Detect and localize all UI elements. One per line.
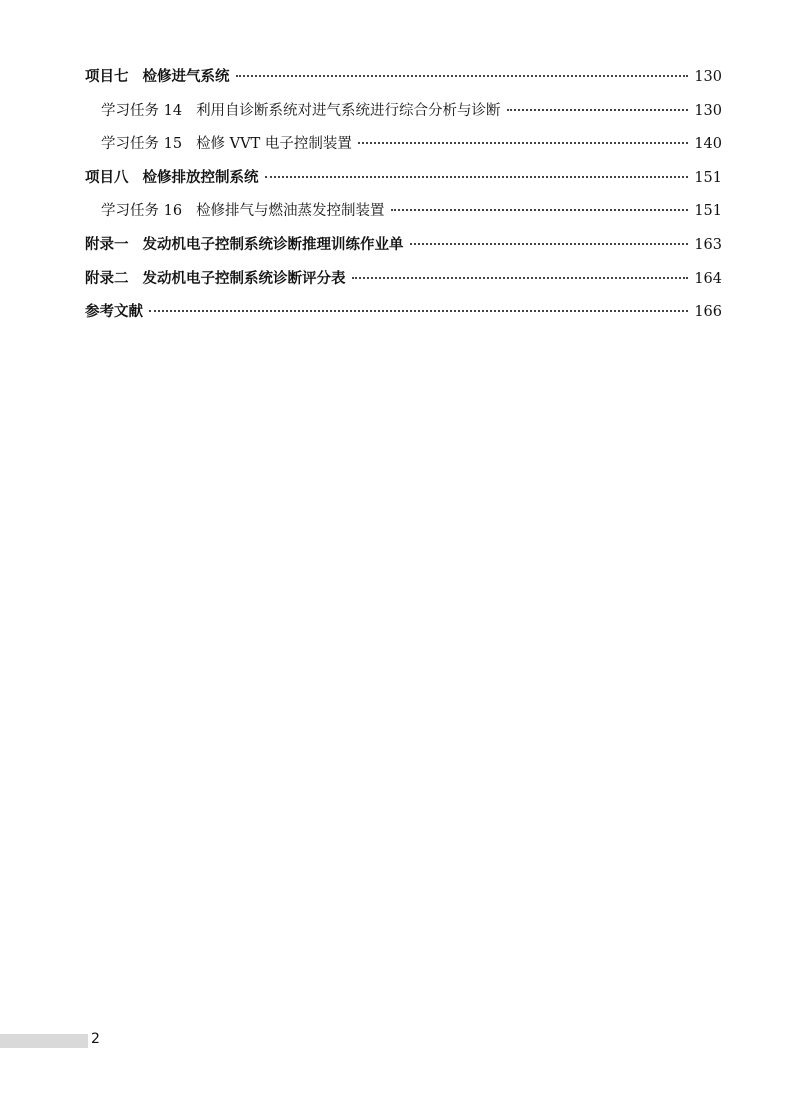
toc-dot-leader bbox=[149, 310, 688, 312]
toc-entry-label: 学习任务 14 bbox=[101, 102, 183, 119]
toc-entry-label: 参考文献 bbox=[85, 304, 143, 321]
footer-bar bbox=[0, 1034, 88, 1048]
toc-entry-label: 附录二 bbox=[85, 270, 129, 287]
toc-entry-page: 163 bbox=[694, 236, 722, 253]
toc-entry-task-14[interactable] bbox=[85, 98, 722, 132]
toc-entry-page: 164 bbox=[694, 270, 722, 287]
toc-entry-title: 检修进气系统 bbox=[142, 69, 230, 85]
toc-entry-label: 项目七 bbox=[85, 69, 129, 85]
toc-entry-appendix-2[interactable] bbox=[85, 266, 722, 300]
toc-entry-label: 学习任务 16 bbox=[101, 203, 183, 220]
toc-entry-title: 检修 VVT 电子控制装置 bbox=[196, 136, 352, 153]
toc-entry-title: 检修排放控制系统 bbox=[142, 169, 259, 186]
toc-dot-leader bbox=[352, 277, 689, 279]
toc-entry-page: 140 bbox=[694, 136, 722, 153]
toc-dot-leader bbox=[391, 209, 689, 211]
toc-entry-title: 利用自诊断系统对进气系统进行综合分析与诊断 bbox=[196, 102, 501, 119]
toc-entry-title: 发动机电子控制系统诊断评分表 bbox=[142, 270, 346, 287]
toc-dot-leader bbox=[410, 243, 689, 245]
toc-dot-leader bbox=[507, 109, 689, 111]
toc-entry-page: 130 bbox=[694, 69, 722, 85]
toc-entry-references[interactable] bbox=[85, 299, 722, 333]
toc-entry-title: 发动机电子控制系统诊断推理训练作业单 bbox=[142, 236, 404, 253]
page-number: 2 bbox=[91, 1031, 100, 1047]
toc-entry-task-16[interactable] bbox=[85, 198, 722, 232]
toc-entry-project-8[interactable] bbox=[85, 165, 722, 199]
toc-entry-label: 项目八 bbox=[85, 169, 129, 186]
toc-entry-page: 130 bbox=[694, 102, 722, 119]
toc-entry-label: 附录一 bbox=[85, 236, 129, 253]
toc-entry-title: 检修排气与燃油蒸发控制装置 bbox=[196, 203, 385, 220]
toc-dot-leader bbox=[236, 75, 689, 77]
table-of-contents bbox=[85, 64, 722, 333]
toc-entry-page: 151 bbox=[694, 169, 722, 186]
toc-dot-leader bbox=[358, 142, 688, 144]
toc-entry-appendix-1[interactable] bbox=[85, 232, 722, 266]
toc-entry-page: 151 bbox=[694, 203, 722, 220]
toc-dot-leader bbox=[265, 176, 689, 178]
toc-entry-page: 166 bbox=[694, 304, 722, 321]
toc-entry-task-15[interactable] bbox=[85, 131, 722, 165]
toc-entry-label: 学习任务 15 bbox=[101, 136, 183, 153]
toc-entry-project-7[interactable] bbox=[85, 64, 722, 98]
